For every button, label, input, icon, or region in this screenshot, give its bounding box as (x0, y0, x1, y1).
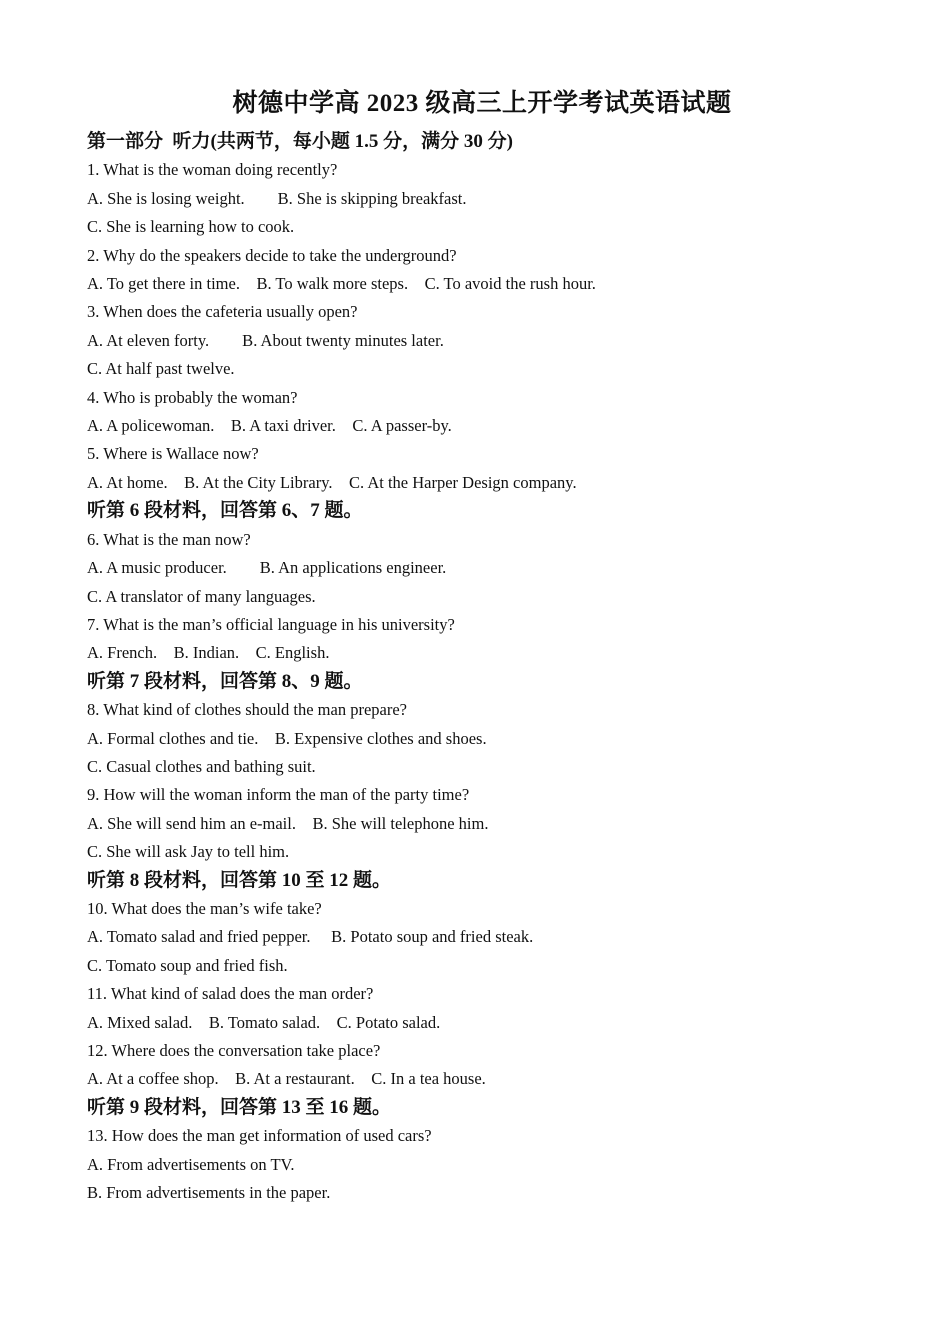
text-line: 7. What is the man’s official language in his university? (87, 614, 455, 634)
text-line: 6. What is the man now? (87, 529, 251, 549)
text-line: 12. Where does the conversation take place? (87, 1041, 381, 1060)
text-line: C. She is learning how to cook. (87, 217, 295, 237)
text-line: C. She will ask Jay to tell him. (87, 842, 290, 862)
text-line: 13. How does the man get information of used cars? (87, 1126, 432, 1146)
text-line: A. Mixed salad. B. Tomato salad. C. Potato salad. (87, 1012, 441, 1032)
text-line: A. At eleven forty. B. About twenty minutes later. (87, 330, 444, 350)
section-heading: 听第 7 段材料，回答第 8、9 题。 (87, 670, 363, 692)
text-line: B. From advertisements in the paper. (87, 1183, 331, 1203)
text-line: A. Tomato salad and fried pepper. B. Potato soup and fried steak. (87, 927, 534, 947)
text-line: A. At a coffee shop. B. At a restaurant. C. In a tea house. (87, 1069, 486, 1089)
text-line: A. A policewoman. B. A taxi driver. C. A passer-by. (87, 416, 452, 436)
text-line: 8. What kind of clothes should the man prepare? (87, 700, 407, 720)
document-body (87, 128, 877, 1207)
text-line: C. Tomato soup and fried fish. (87, 955, 288, 975)
text-line: 2. Why do the speakers decide to take the underground? (87, 245, 457, 265)
text-line: A. At home. B. At the City Library. C. At the Harper Design company. (87, 472, 577, 492)
text-line: 5. Where is Wallace now? (87, 444, 259, 464)
text-line: C. A translator of many languages. (87, 586, 316, 606)
text-line: C. At half past twelve. (87, 359, 235, 379)
text-line: A. French. B. Indian. C. English. (87, 643, 330, 663)
text-line: A. From advertisements on TV. (87, 1154, 295, 1174)
text-line: A. A music producer. B. An applications engineer. (87, 558, 447, 578)
text-line: A. To get there in time. B. To walk more steps. C. To avoid the rush hour. (87, 274, 596, 294)
text-line: 10. What does the man’s wife take? (87, 898, 322, 918)
section-heading: 听第 9 段材料，回答第 13 至 16 题。 (87, 1096, 392, 1118)
document-page (87, 84, 877, 1207)
section-heading: 听第 6 段材料，回答第 6、7 题。 (87, 500, 363, 522)
text-line: 4. Who is probably the woman? (87, 387, 298, 407)
text-line: 3. When does the cafeteria usually open? (87, 302, 358, 322)
section-heading: 第一部分 听力(共两节，每小题 1.5 分，满分 30 分) (87, 131, 513, 152)
page-title: 树德中学高 2023 级高三上开学考试英语试题 (232, 90, 732, 117)
text-line: A. Formal clothes and tie. B. Expensive clothes and shoes. (87, 728, 487, 748)
text-line: 9. How will the woman inform the man of the party time? (87, 785, 470, 805)
text-line: 1. What is the woman doing recently? (87, 160, 338, 180)
text-line: A. She will send him an e-mail. B. She will telephone him. (87, 813, 489, 833)
text-line: A. She is losing weight. B. She is skipping breakfast. (87, 188, 467, 208)
text-line: C. Casual clothes and bathing suit. (87, 756, 316, 776)
text-line: 11. What kind of salad does the man order? (87, 984, 374, 1004)
section-heading: 听第 8 段材料，回答第 10 至 12 题。 (87, 869, 392, 891)
